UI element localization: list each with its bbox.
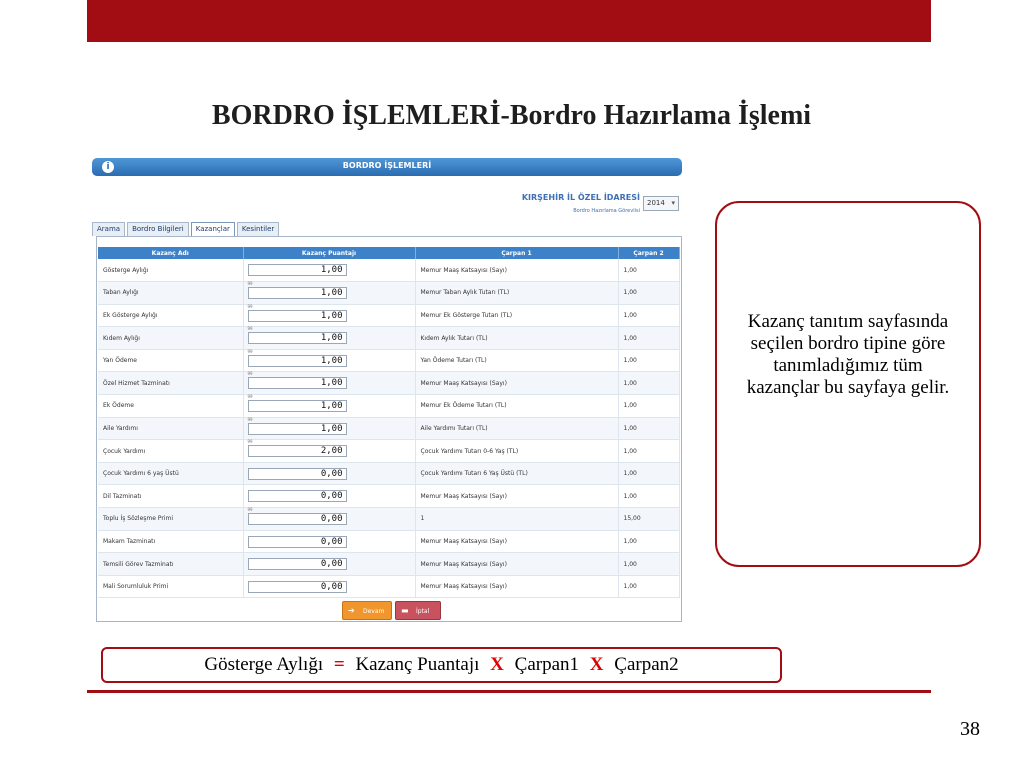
required-mark: 99 [247,348,253,354]
arrow-right-icon: ➔ [348,606,355,615]
carpan2-cell: 1,00 [618,395,679,418]
puantaj-input[interactable]: 0,00 [248,513,347,525]
formula-box [101,647,782,683]
kazanc-name-cell: Temsili Görev Tazminatı [98,553,243,576]
carpan2-cell: 1,00 [618,327,679,350]
kazanc-name-cell: Çocuk Yardımı 6 yaş Üstü [98,462,243,485]
table-row [98,508,679,531]
table-row [98,395,679,418]
required-mark: 99 [247,439,253,445]
carpan2-cell: 1,00 [618,372,679,395]
kazanc-name-cell: Özel Hizmet Tazminatı [98,372,243,395]
carpan2-cell: 1,00 [618,485,679,508]
puantaj-input[interactable]: 1,00 [248,355,347,367]
carpan1-cell: Memur Maaş Katsayısı (Sayı) [415,485,618,508]
formula-term: Çarpan1 [514,654,580,675]
puantaj-input[interactable]: 1,00 [248,310,347,322]
puantaj-cell [243,440,415,463]
kazanc-name-cell: Ek Ödeme [98,395,243,418]
table-row [98,349,679,372]
required-mark: 99 [247,281,253,287]
puantaj-cell [243,372,415,395]
table-row [98,440,679,463]
carpan1-cell: Memur Ek Gösterge Tutarı (TL) [415,304,618,327]
kazanc-name-cell: Ek Gösterge Aylığı [98,304,243,327]
carpan1-cell: Memur Ek Ödeme Tutarı (TL) [415,395,618,418]
carpan1-cell: Memur Maaş Katsayısı (Sayı) [415,553,618,576]
tab-arama[interactable]: Arama [92,222,125,236]
tab-bar [92,222,281,236]
carpan1-cell: Memur Maaş Katsayısı (Sayı) [415,575,618,598]
formula-operator: X [490,654,504,675]
slide-title: BORDRO İŞLEMLERİ-Bordro Hazırlama İşlemi [211,100,812,131]
required-mark: 99 [247,394,253,400]
carpan1-cell: 1 [415,508,618,531]
puantaj-cell [243,575,415,598]
org-subtitle: Bordro Hazırlama Görevlisi [573,208,640,214]
kazanc-name-cell: Yan Ödeme [98,349,243,372]
carpan2-cell: 1,00 [618,575,679,598]
puantaj-cell [243,349,415,372]
puantaj-input[interactable]: 1,00 [248,400,347,412]
tab-kazanclar[interactable]: Kazançlar [191,222,235,236]
carpan2-cell: 15,00 [618,508,679,531]
carpan1-cell: Kıdem Aylık Tutarı (TL) [415,327,618,350]
year-value: 2014 [647,199,665,207]
app-header [92,158,682,176]
devam-button[interactable] [342,601,392,620]
formula-term: Çarpan2 [614,654,679,675]
carpan2-cell: 1,00 [618,417,679,440]
puantaj-input[interactable]: 0,00 [248,468,347,480]
puantaj-input[interactable]: 0,00 [248,536,347,548]
table-row [98,553,679,576]
table-header-row [98,247,679,259]
year-select[interactable] [643,196,679,211]
carpan2-cell: 1,00 [618,349,679,372]
kazanc-name-cell: Mali Sorumluluk Primi [98,575,243,598]
carpan2-cell: 1,00 [618,530,679,553]
puantaj-input[interactable]: 1,00 [248,264,347,276]
info-icon[interactable]: i [102,161,114,173]
carpan2-cell: 1,00 [618,462,679,485]
puantaj-cell [243,417,415,440]
puantaj-input[interactable]: 1,00 [248,287,347,299]
carpan1-cell: Çocuk Yardımı Tutarı 0-6 Yaş (TL) [415,440,618,463]
table-row [98,530,679,553]
kazanc-name-cell: Toplu İş Sözleşme Primi [98,508,243,531]
kazanc-name-cell: Kıdem Aylığı [98,327,243,350]
formula-operator: = [333,654,345,675]
table-row [98,485,679,508]
column-header: Kazanç Adı [98,247,243,259]
iptal-button[interactable] [395,601,441,620]
puantaj-input[interactable]: 1,00 [248,423,347,435]
carpan1-cell: Memur Maaş Katsayısı (Sayı) [415,530,618,553]
table-row [98,462,679,485]
payroll-app-screenshot [92,158,682,624]
org-name: KIRŞEHİR İL ÖZEL İDARESİ [521,193,640,202]
puantaj-cell [243,282,415,305]
page-number: 38 [960,718,980,740]
kazanc-name-cell: Taban Aylığı [98,282,243,305]
formula-operator: X [589,654,604,675]
chevron-down-icon: ▾ [671,199,675,207]
table-row [98,304,679,327]
carpan1-cell: Çocuk Yardımı Tutarı 6 Yaş Üstü (TL) [415,462,618,485]
puantaj-input[interactable]: 0,00 [248,490,347,502]
tab-bordro-bilgileri[interactable]: Bordro Bilgileri [127,222,189,236]
puantaj-input[interactable]: 1,00 [248,332,347,344]
earnings-grid-panel [96,236,682,622]
carpan2-cell: 1,00 [618,259,679,282]
puantaj-cell [243,553,415,576]
table-row [98,282,679,305]
minus-icon: ▬ [401,606,409,615]
required-mark: 99 [247,507,253,513]
puantaj-input[interactable]: 1,00 [248,377,347,389]
table-row [98,327,679,350]
iptal-label: İptal [416,608,430,615]
puantaj-input[interactable]: 2,00 [248,445,347,457]
puantaj-cell [243,395,415,418]
required-mark: 99 [247,371,253,377]
formula-term: Kazanç Puantajı [355,654,480,675]
kazanc-name-cell: Makam Tazminatı [98,530,243,553]
tab-kesintiler[interactable]: Kesintiler [237,222,279,236]
puantaj-cell [243,530,415,553]
table-row [98,259,679,282]
kazanc-name-cell: Aile Yardımı [98,417,243,440]
puantaj-cell [243,508,415,531]
puantaj-cell [243,485,415,508]
kazanc-name-cell: Gösterge Aylığı [98,259,243,282]
callout-text: Kazanç tanıtım sayfasında seçilen bordro tipine göre tanımladığımız tüm kazançlar bu sayfaya gelir. [746,311,950,398]
puantaj-cell [243,304,415,327]
carpan2-cell: 1,00 [618,553,679,576]
table-row [98,372,679,395]
app-header-title: BORDRO İŞLEMLERİ [342,161,432,170]
puantaj-cell [243,259,415,282]
required-mark: 99 [247,303,253,309]
puantaj-cell [243,327,415,350]
column-header: Çarpan 2 [618,247,679,259]
bottom-accent-line [87,690,931,693]
kazanc-name-cell: Dil Tazminatı [98,485,243,508]
required-mark: 99 [247,416,253,422]
carpan1-cell: Yan Ödeme Tutarı (TL) [415,349,618,372]
table-row [98,417,679,440]
puantaj-cell [243,462,415,485]
column-header: Kazanç Puantajı [243,247,415,259]
top-accent-bar [87,0,931,42]
puantaj-input[interactable]: 0,00 [248,558,347,570]
required-mark: 99 [247,326,253,332]
puantaj-input[interactable]: 0,00 [248,581,347,593]
callout-box [715,201,981,567]
carpan1-cell: Memur Taban Aylık Tutarı (TL) [415,282,618,305]
table-row [98,575,679,598]
earnings-table [98,247,680,598]
carpan1-cell: Memur Maaş Katsayısı (Sayı) [415,372,618,395]
carpan2-cell: 1,00 [618,440,679,463]
carpan1-cell: Memur Maaş Katsayısı (Sayı) [415,259,618,282]
formula-term: Gösterge Aylığı [204,654,324,675]
carpan1-cell: Aile Yardımı Tutarı (TL) [415,417,618,440]
kazanc-name-cell: Çocuk Yardımı [98,440,243,463]
carpan2-cell: 1,00 [618,282,679,305]
column-header: Çarpan 1 [415,247,618,259]
carpan2-cell: 1,00 [618,304,679,327]
org-info [522,193,640,214]
devam-label: Devam [363,608,385,615]
